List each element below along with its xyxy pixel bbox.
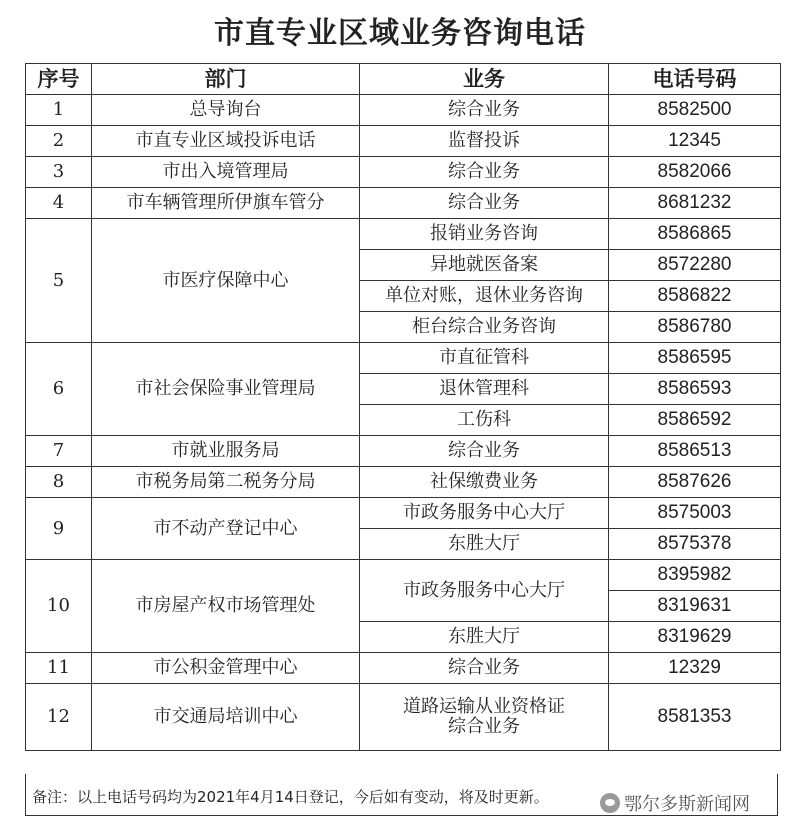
service-cell: 东胜大厅 <box>360 622 609 653</box>
service-cell: 异地就医备案 <box>360 250 609 281</box>
row-number: 4 <box>26 188 92 219</box>
footnote-text: 备注：以上电话号码均为2021年4月14日登记，今后如有变动，将及时更新。 <box>32 788 549 806</box>
service-cell: 工伤科 <box>360 405 609 436</box>
header-dept: 部门 <box>92 64 360 95</box>
service-cell: 社保缴费业务 <box>360 467 609 498</box>
service-cell: 综合业务 <box>360 188 609 219</box>
row-number: 6 <box>26 343 92 436</box>
row-number: 3 <box>26 157 92 188</box>
service-cell: 柜台综合业务咨询 <box>360 312 609 343</box>
phone-cell: 8681232 <box>609 188 781 219</box>
row-number: 7 <box>26 436 92 467</box>
service-cell: 综合业务 <box>360 157 609 188</box>
table-row <box>26 95 781 126</box>
table-row <box>26 498 781 529</box>
phone-directory-table <box>25 63 781 751</box>
department-cell: 市房屋产权市场管理处 <box>92 560 360 653</box>
service-cell: 报销业务咨询 <box>360 219 609 250</box>
wechat-icon <box>600 793 620 813</box>
header-service: 业务 <box>360 64 609 95</box>
phone-cell: 12329 <box>609 653 781 684</box>
department-cell: 市医疗保障中心 <box>92 219 360 343</box>
table-row <box>26 219 781 250</box>
row-number: 5 <box>26 219 92 343</box>
table-row <box>26 343 781 374</box>
department-cell: 市出入境管理局 <box>92 157 360 188</box>
phone-cell: 8395982 <box>609 560 781 591</box>
table-row <box>26 157 781 188</box>
phone-cell: 8319631 <box>609 591 781 622</box>
phone-cell: 8582500 <box>609 95 781 126</box>
table-row <box>26 560 781 591</box>
service-cell: 监督投诉 <box>360 126 609 157</box>
watermark-text: 鄂尔多斯新闻网 <box>624 794 750 815</box>
department-cell: 市直专业区域投诉电话 <box>92 126 360 157</box>
row-number: 8 <box>26 467 92 498</box>
phone-cell: 8575378 <box>609 529 781 560</box>
phone-cell: 8319629 <box>609 622 781 653</box>
phone-cell: 8575003 <box>609 498 781 529</box>
department-cell: 市交通局培训中心 <box>92 684 360 751</box>
header-row <box>26 64 781 95</box>
table-row <box>26 188 781 219</box>
department-cell: 市税务局第二税务分局 <box>92 467 360 498</box>
row-number: 12 <box>26 684 92 751</box>
service-cell: 退休管理科 <box>360 374 609 405</box>
phone-cell: 12345 <box>609 126 781 157</box>
department-cell: 市就业服务局 <box>92 436 360 467</box>
header-phone: 电话号码 <box>609 64 781 95</box>
table-row <box>26 436 781 467</box>
phone-cell: 8586865 <box>609 219 781 250</box>
phone-cell: 8586592 <box>609 405 781 436</box>
table-row <box>26 467 781 498</box>
row-number: 2 <box>26 126 92 157</box>
phone-cell: 8587626 <box>609 467 781 498</box>
row-number: 11 <box>26 653 92 684</box>
service-cell: 单位对账，退休业务咨询 <box>360 281 609 312</box>
department-cell: 市车辆管理所伊旗车管分 <box>92 188 360 219</box>
row-number: 1 <box>26 95 92 126</box>
department-cell: 总导询台 <box>92 95 360 126</box>
service-cell: 市直征管科 <box>360 343 609 374</box>
table-row <box>26 653 781 684</box>
phone-cell: 8581353 <box>609 684 781 751</box>
phone-cell: 8582066 <box>609 157 781 188</box>
department-cell: 市不动产登记中心 <box>92 498 360 560</box>
phone-cell: 8586595 <box>609 343 781 374</box>
row-number: 10 <box>26 560 92 653</box>
service-cell: 东胜大厅 <box>360 529 609 560</box>
phone-cell: 8586513 <box>609 436 781 467</box>
service-cell: 市政务服务中心大厅 <box>360 560 609 622</box>
page-title: 市直专业区域业务咨询电话 <box>214 16 586 51</box>
watermark <box>600 790 750 816</box>
phone-cell: 8572280 <box>609 250 781 281</box>
service-cell: 市政务服务中心大厅 <box>360 498 609 529</box>
row-number: 9 <box>26 498 92 560</box>
table-row <box>26 126 781 157</box>
department-cell: 市公积金管理中心 <box>92 653 360 684</box>
department-cell: 市社会保险事业管理局 <box>92 343 360 436</box>
phone-cell: 8586822 <box>609 281 781 312</box>
table-row <box>26 684 781 751</box>
service-cell: 综合业务 <box>360 95 609 126</box>
phone-cell: 8586780 <box>609 312 781 343</box>
service-cell: 综合业务 <box>360 653 609 684</box>
table-body <box>26 95 781 751</box>
header-no: 序号 <box>26 64 92 95</box>
phone-cell: 8586593 <box>609 374 781 405</box>
service-cell: 道路运输从业资格证 综合业务 <box>360 684 609 751</box>
service-cell: 综合业务 <box>360 436 609 467</box>
